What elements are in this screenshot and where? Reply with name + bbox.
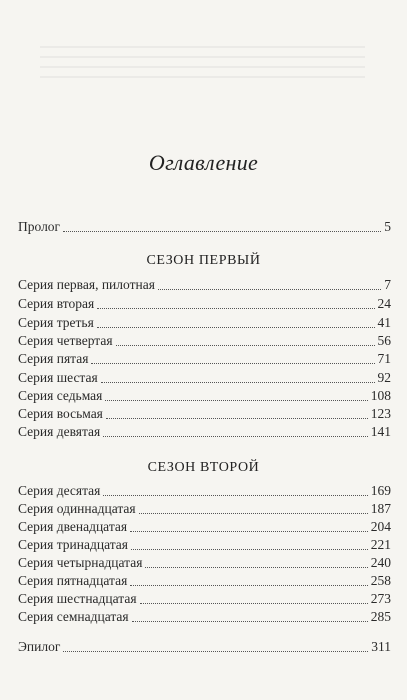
entry-page: 221 bbox=[370, 537, 391, 552]
entry-label: Серия четвертая bbox=[18, 333, 113, 348]
toc-entry[interactable] bbox=[18, 554, 391, 572]
entry-page: 141 bbox=[370, 424, 391, 439]
entry-label: Серия тринадцатая bbox=[18, 537, 128, 552]
entry-label: Серия десятая bbox=[18, 483, 101, 498]
show-through-line bbox=[40, 76, 365, 78]
toc-title: Оглавление bbox=[148, 150, 259, 175]
toc-entry[interactable] bbox=[18, 500, 391, 518]
entry-label: Серия двенадцатая bbox=[18, 519, 128, 534]
entry-page: 240 bbox=[370, 555, 391, 570]
toc-entry[interactable] bbox=[18, 276, 391, 294]
entry-page: 169 bbox=[370, 483, 391, 498]
entry-page: 92 bbox=[377, 370, 391, 385]
entry-label: Серия восьмая bbox=[18, 406, 103, 421]
entry-label: Серия шестнадцатая bbox=[18, 591, 137, 606]
show-through-line bbox=[40, 46, 365, 48]
dot-leader bbox=[103, 494, 367, 496]
dot-leader bbox=[63, 650, 368, 652]
toc-entry[interactable] bbox=[18, 387, 391, 405]
entry-page: 285 bbox=[370, 609, 391, 624]
toc-entry-prologue[interactable] bbox=[18, 218, 391, 236]
toc-entry[interactable] bbox=[18, 536, 391, 554]
entry-label: Серия седьмая bbox=[18, 388, 103, 403]
dot-leader bbox=[158, 288, 381, 290]
toc-entry[interactable] bbox=[18, 332, 391, 350]
entry-label: Серия пятнадцатая bbox=[18, 573, 128, 588]
toc-entry[interactable] bbox=[18, 482, 391, 500]
entry-page: 5 bbox=[384, 219, 391, 234]
entry-page: 41 bbox=[377, 315, 391, 330]
dot-leader bbox=[105, 399, 367, 401]
toc-entry[interactable] bbox=[18, 350, 391, 368]
entry-label: Серия семнадцатая bbox=[18, 609, 129, 624]
dot-leader bbox=[140, 602, 368, 604]
dot-leader bbox=[63, 230, 381, 232]
dot-leader bbox=[145, 566, 367, 568]
toc-entry[interactable] bbox=[18, 423, 391, 441]
entry-label: Серия девятая bbox=[18, 424, 101, 439]
toc-entry[interactable] bbox=[18, 518, 391, 536]
section-title-season1: СЕЗОН ПЕРВЫЙ bbox=[146, 253, 261, 268]
entry-label: Серия вторая bbox=[18, 296, 95, 311]
entry-page: 123 bbox=[370, 406, 391, 421]
dot-leader bbox=[131, 548, 368, 550]
entry-label: Серия одиннадцатая bbox=[18, 501, 136, 516]
dot-leader bbox=[97, 326, 375, 328]
toc-entry[interactable] bbox=[18, 314, 391, 332]
toc-entry[interactable] bbox=[18, 590, 391, 608]
dot-leader bbox=[101, 381, 375, 383]
dot-leader bbox=[130, 530, 368, 532]
entry-page: 273 bbox=[370, 591, 391, 606]
toc-entry[interactable] bbox=[18, 608, 391, 626]
entry-label: Серия первая, пилотная bbox=[18, 277, 155, 292]
dot-leader bbox=[116, 344, 375, 346]
dot-leader bbox=[139, 512, 368, 514]
entry-page: 187 bbox=[370, 501, 391, 516]
toc-entry[interactable] bbox=[18, 405, 391, 423]
show-through-line bbox=[40, 66, 365, 68]
dot-leader bbox=[97, 307, 374, 309]
toc-entry-epilogue[interactable] bbox=[18, 638, 391, 656]
dot-leader bbox=[130, 584, 367, 586]
dot-leader bbox=[91, 362, 374, 364]
entry-page: 258 bbox=[370, 573, 391, 588]
entry-label: Серия пятая bbox=[18, 351, 89, 366]
entry-label: Серия шестая bbox=[18, 370, 98, 385]
dot-leader bbox=[103, 435, 367, 437]
entry-page: 71 bbox=[377, 351, 391, 366]
entry-label: Серия четырнадцатая bbox=[18, 555, 143, 570]
entry-page: 204 bbox=[370, 519, 391, 534]
entry-label: Эпилог bbox=[18, 639, 61, 654]
section-title-season2: СЕЗОН ВТОРОЙ bbox=[147, 460, 260, 475]
dot-leader bbox=[106, 417, 368, 419]
entry-page: 108 bbox=[370, 388, 391, 403]
toc-entry[interactable] bbox=[18, 572, 391, 590]
entry-page: 7 bbox=[384, 277, 391, 292]
toc-entry[interactable] bbox=[18, 295, 391, 313]
dot-leader bbox=[132, 620, 368, 622]
toc-entry[interactable] bbox=[18, 369, 391, 387]
entry-page: 311 bbox=[371, 639, 391, 654]
entry-page: 24 bbox=[377, 296, 391, 311]
entry-label: Пролог bbox=[18, 219, 61, 234]
entry-label: Серия третья bbox=[18, 315, 94, 330]
entry-page: 56 bbox=[377, 333, 391, 348]
show-through-line bbox=[40, 56, 365, 58]
